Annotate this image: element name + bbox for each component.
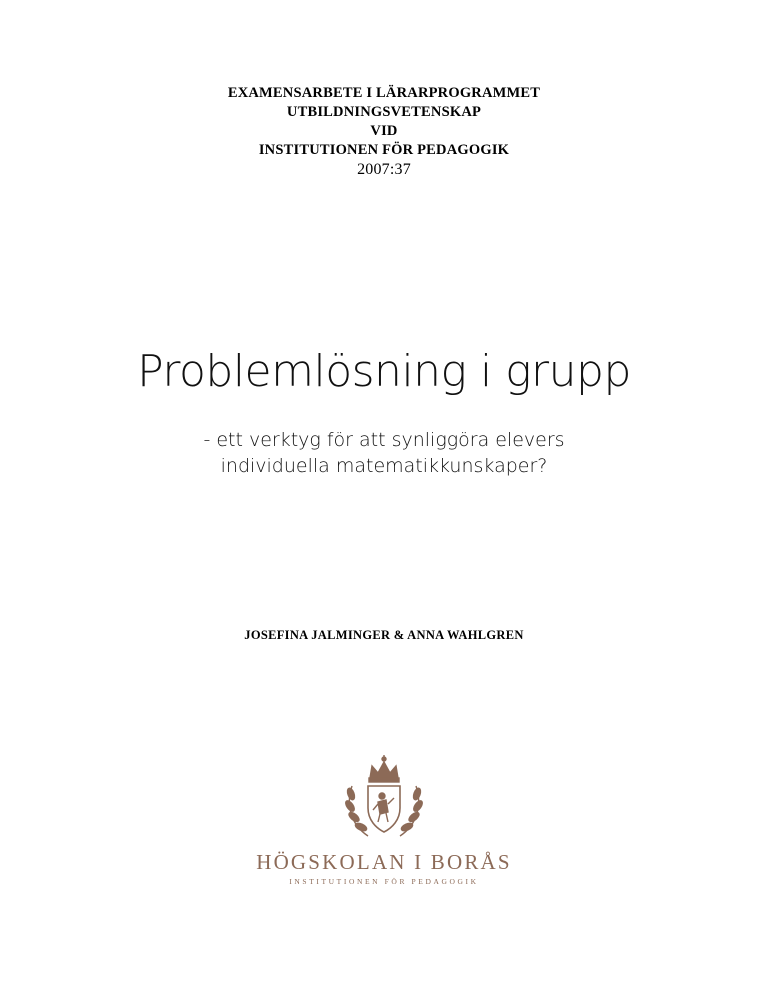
university-seal-icon bbox=[338, 752, 430, 844]
subtitle-line-1: - ett verktyg för att synliggöra elevers bbox=[203, 429, 565, 451]
series-number: 2007:37 bbox=[357, 161, 411, 178]
authors: JOSEFINA JALMINGER & ANNA WAHLGREN bbox=[244, 628, 524, 642]
document-title: Problemlösning i grupp bbox=[137, 346, 631, 397]
institution-name: HÖGSKOLAN I BORÅS bbox=[256, 850, 512, 874]
header-line-field: UTBILDNINGSVETENSKAP bbox=[286, 104, 482, 120]
institution-logo bbox=[0, 752, 768, 886]
subtitle-line-2: individuella matematikkunskaper? bbox=[220, 455, 548, 477]
institution-department: INSTITUTIONEN FÖR PEDAGOGIK bbox=[289, 877, 479, 886]
header-line-program: EXAMENSARBETE I LÄRARPROGRAMMET bbox=[227, 85, 541, 101]
thesis-header bbox=[0, 84, 768, 179]
header-line-vid: VID bbox=[370, 123, 398, 139]
header-line-department: INSTITUTIONEN FÖR PEDAGOGIK bbox=[258, 142, 510, 158]
document-subtitle bbox=[0, 427, 768, 479]
